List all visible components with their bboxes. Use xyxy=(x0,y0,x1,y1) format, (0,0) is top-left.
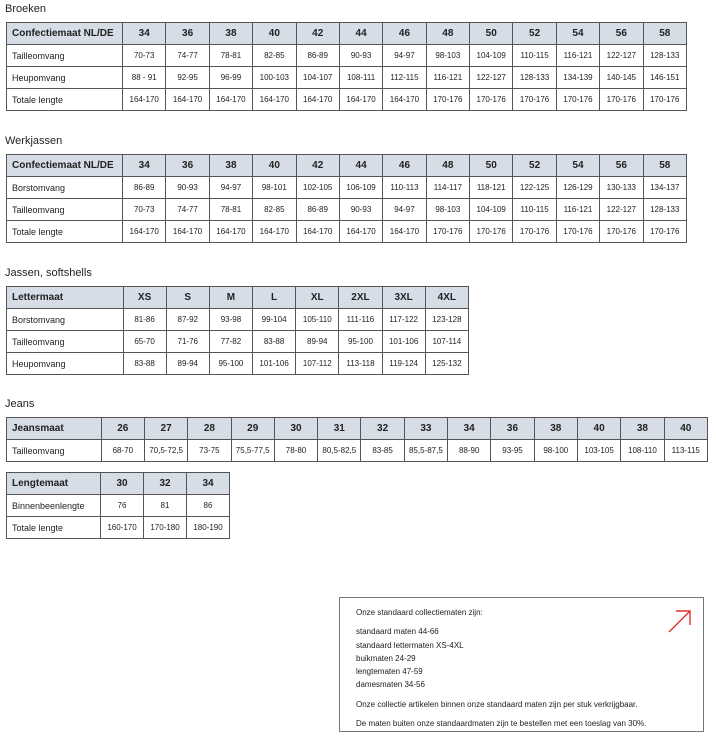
size-value-cell: 107-114 xyxy=(425,331,468,353)
jeans-size-table xyxy=(6,417,708,462)
size-value-cell: 81-86 xyxy=(123,309,166,331)
section-title-werkjassen: Werkjassen xyxy=(5,135,63,147)
header-corner-cell: Jeansmaat xyxy=(7,418,102,440)
size-value-cell: 87-92 xyxy=(166,309,209,331)
size-value-cell: 89-94 xyxy=(296,331,339,353)
size-header-cell: 56 xyxy=(600,23,643,45)
note-line: standaard lettermaten XS-4XL xyxy=(356,640,464,650)
size-value-cell: 89-94 xyxy=(166,353,209,375)
row-label-cell: Tailleomvang xyxy=(7,440,102,462)
size-value-cell: 70-73 xyxy=(123,199,166,221)
section-title-jassen: Jassen, softshells xyxy=(5,267,92,279)
size-value-cell: 126-129 xyxy=(556,177,599,199)
size-value-cell: 94-97 xyxy=(383,199,426,221)
size-value-cell: 106-109 xyxy=(339,177,382,199)
table-row xyxy=(7,177,687,199)
size-value-cell: 90-93 xyxy=(339,45,382,67)
size-header-cell: 42 xyxy=(296,155,339,177)
size-value-cell: 93-95 xyxy=(491,440,534,462)
note-line: lengtematen 47-59 xyxy=(356,667,423,677)
size-header-cell: 40 xyxy=(577,418,620,440)
size-value-cell: 77-82 xyxy=(209,331,252,353)
size-value-cell: 164-170 xyxy=(383,89,426,111)
size-value-cell: 78-81 xyxy=(209,45,252,67)
size-value-cell: 81 xyxy=(144,495,187,517)
size-value-cell: 80,5-82,5 xyxy=(318,440,361,462)
table-row xyxy=(7,67,687,89)
size-value-cell: 78-81 xyxy=(209,199,252,221)
size-header-cell: 31 xyxy=(318,418,361,440)
table-row xyxy=(7,309,469,331)
size-value-cell: 83-88 xyxy=(253,331,296,353)
size-value-cell: 164-170 xyxy=(339,89,382,111)
size-value-cell: 102-105 xyxy=(296,177,339,199)
size-value-cell: 86 xyxy=(187,495,230,517)
size-header-cell: XL xyxy=(296,287,339,309)
size-header-cell: 3XL xyxy=(382,287,425,309)
size-value-cell: 134-139 xyxy=(556,67,599,89)
row-label-cell: Totale lengte xyxy=(7,89,123,111)
size-header-cell: 56 xyxy=(600,155,643,177)
size-header-cell: 34 xyxy=(448,418,491,440)
size-value-cell: 170-180 xyxy=(144,517,187,539)
size-value-cell: 101-106 xyxy=(253,353,296,375)
size-value-cell: 113-118 xyxy=(339,353,382,375)
size-value-cell: 108-110 xyxy=(621,440,664,462)
size-value-cell: 164-170 xyxy=(296,221,339,243)
size-value-cell: 110-115 xyxy=(513,45,556,67)
collection-note-box xyxy=(339,597,704,732)
size-value-cell: 170-176 xyxy=(470,89,513,111)
size-value-cell: 65-70 xyxy=(123,331,166,353)
size-header-cell: M xyxy=(209,287,252,309)
size-value-cell: 103-105 xyxy=(577,440,620,462)
note-line: damesmaten 34-56 xyxy=(356,680,425,690)
size-value-cell: 70,5-72,5 xyxy=(144,440,187,462)
lengtemaat-size-table xyxy=(6,472,230,539)
table-row xyxy=(7,495,230,517)
size-header-cell: XS xyxy=(123,287,166,309)
header-corner-cell: Lengtemaat xyxy=(7,473,101,495)
size-header-cell: 36 xyxy=(166,155,209,177)
size-value-cell: 123-128 xyxy=(425,309,468,331)
size-value-cell: 86-89 xyxy=(296,199,339,221)
size-header-cell: 34 xyxy=(123,155,166,177)
size-value-cell: 130-133 xyxy=(600,177,643,199)
size-value-cell: 70-73 xyxy=(123,45,166,67)
size-value-cell: 122-127 xyxy=(470,67,513,89)
size-value-cell: 88 - 91 xyxy=(123,67,166,89)
size-value-cell: 125-132 xyxy=(425,353,468,375)
size-header-cell: L xyxy=(253,287,296,309)
size-value-cell: 83-85 xyxy=(361,440,404,462)
size-header-cell: 40 xyxy=(253,155,296,177)
size-value-cell: 71-76 xyxy=(166,331,209,353)
size-value-cell: 128-133 xyxy=(513,67,556,89)
size-header-cell: 50 xyxy=(470,155,513,177)
size-value-cell: 164-170 xyxy=(383,221,426,243)
size-header-cell: 32 xyxy=(361,418,404,440)
size-header-cell: 34 xyxy=(187,473,230,495)
size-value-cell: 164-170 xyxy=(166,89,209,111)
size-header-cell: 32 xyxy=(144,473,187,495)
size-header-cell: 36 xyxy=(491,418,534,440)
table-header-row xyxy=(7,473,230,495)
size-value-cell: 100-103 xyxy=(253,67,296,89)
size-value-cell: 164-170 xyxy=(296,89,339,111)
size-header-cell: 28 xyxy=(188,418,231,440)
size-header-cell: 30 xyxy=(274,418,317,440)
size-value-cell: 170-176 xyxy=(643,221,686,243)
size-value-cell: 96-99 xyxy=(209,67,252,89)
size-value-cell: 104-109 xyxy=(470,45,513,67)
size-value-cell: 90-93 xyxy=(339,199,382,221)
size-value-cell: 75,5-77,5 xyxy=(231,440,274,462)
size-value-cell: 170-176 xyxy=(426,89,469,111)
size-value-cell: 170-176 xyxy=(470,221,513,243)
size-header-cell: 44 xyxy=(339,155,382,177)
size-header-cell: 33 xyxy=(404,418,447,440)
size-value-cell: 164-170 xyxy=(209,221,252,243)
size-value-cell: 104-107 xyxy=(296,67,339,89)
table-row xyxy=(7,45,687,67)
size-value-cell: 112-115 xyxy=(383,67,426,89)
size-value-cell: 180-190 xyxy=(187,517,230,539)
size-value-cell: 104-109 xyxy=(470,199,513,221)
size-value-cell: 146-151 xyxy=(643,67,686,89)
size-header-cell: 50 xyxy=(470,23,513,45)
section-title-broeken: Broeken xyxy=(5,3,46,15)
size-value-cell: 110-113 xyxy=(383,177,426,199)
size-value-cell: 85,5-87,5 xyxy=(404,440,447,462)
size-header-cell: 38 xyxy=(209,155,252,177)
size-value-cell: 78-80 xyxy=(274,440,317,462)
size-value-cell: 88-90 xyxy=(448,440,491,462)
row-label-cell: Tailleomvang xyxy=(7,45,123,67)
size-header-cell: 27 xyxy=(144,418,187,440)
row-label-cell: Binnenbeenlengte xyxy=(7,495,101,517)
size-value-cell: 170-176 xyxy=(556,221,599,243)
size-value-cell: 93-98 xyxy=(209,309,252,331)
size-header-cell: 54 xyxy=(556,155,599,177)
size-value-cell: 140-145 xyxy=(600,67,643,89)
size-header-cell: 58 xyxy=(643,23,686,45)
size-value-cell: 90-93 xyxy=(166,177,209,199)
size-value-cell: 74-77 xyxy=(166,199,209,221)
size-value-cell: 170-176 xyxy=(600,221,643,243)
size-value-cell: 170-176 xyxy=(513,89,556,111)
section-title-jeans: Jeans xyxy=(5,398,35,410)
size-value-cell: 128-133 xyxy=(643,199,686,221)
table-row xyxy=(7,517,230,539)
row-label-cell: Borstomvang xyxy=(7,309,124,331)
size-value-cell: 118-121 xyxy=(470,177,513,199)
table-header-row xyxy=(7,287,469,309)
size-value-cell: 86-89 xyxy=(123,177,166,199)
table-row xyxy=(7,440,708,462)
jassen-size-table xyxy=(6,286,469,375)
table-header-row xyxy=(7,23,687,45)
size-value-cell: 98-103 xyxy=(426,45,469,67)
note-intro: Onze standaard collectiematen zijn: xyxy=(356,608,483,617)
table-row xyxy=(7,89,687,111)
size-value-cell: 170-176 xyxy=(600,89,643,111)
size-value-cell: 164-170 xyxy=(209,89,252,111)
size-value-cell: 86-89 xyxy=(296,45,339,67)
size-value-cell: 128-133 xyxy=(643,45,686,67)
size-value-cell: 99-104 xyxy=(253,309,296,331)
row-label-cell: Tailleomvang xyxy=(7,331,124,353)
size-value-cell: 122-127 xyxy=(600,199,643,221)
size-header-cell: 4XL xyxy=(425,287,468,309)
size-value-cell: 111-116 xyxy=(339,309,382,331)
size-header-cell: 52 xyxy=(513,23,556,45)
note-line: standaard maten 44-66 xyxy=(356,627,439,637)
size-header-cell: 38 xyxy=(621,418,664,440)
size-value-cell: 108-111 xyxy=(339,67,382,89)
size-value-cell: 92-95 xyxy=(166,67,209,89)
size-value-cell: 98-101 xyxy=(253,177,296,199)
row-label-cell: Totale lengte xyxy=(7,517,101,539)
note-paragraph-per-piece: Onze collectie artikelen binnen onze standaard maten zijn per stuk verkrijgbaar. xyxy=(356,699,638,709)
note-size-list xyxy=(356,625,687,691)
size-header-cell: 38 xyxy=(209,23,252,45)
size-value-cell: 113-115 xyxy=(664,440,707,462)
table-row xyxy=(7,199,687,221)
size-value-cell: 160-170 xyxy=(101,517,144,539)
row-label-cell: Heupomvang xyxy=(7,67,123,89)
size-header-cell: 46 xyxy=(383,155,426,177)
row-label-cell: Tailleomvang xyxy=(7,199,123,221)
size-value-cell: 114-117 xyxy=(426,177,469,199)
size-header-cell: 40 xyxy=(253,23,296,45)
size-value-cell: 101-106 xyxy=(382,331,425,353)
size-value-cell: 98-100 xyxy=(534,440,577,462)
size-header-cell: 48 xyxy=(426,155,469,177)
size-value-cell: 83-88 xyxy=(123,353,166,375)
size-header-cell: 42 xyxy=(296,23,339,45)
size-header-cell: 58 xyxy=(643,155,686,177)
size-header-cell: 34 xyxy=(123,23,166,45)
size-value-cell: 95-100 xyxy=(209,353,252,375)
werkjassen-size-table xyxy=(6,154,687,243)
size-value-cell: 164-170 xyxy=(166,221,209,243)
note-line: buikmaten 24-29 xyxy=(356,653,416,663)
size-header-cell: 46 xyxy=(383,23,426,45)
size-value-cell: 116-121 xyxy=(426,67,469,89)
size-value-cell: 164-170 xyxy=(253,89,296,111)
size-value-cell: 74-77 xyxy=(166,45,209,67)
size-value-cell: 116-121 xyxy=(556,199,599,221)
size-value-cell: 98-103 xyxy=(426,199,469,221)
table-header-row xyxy=(7,418,708,440)
size-header-cell: 54 xyxy=(556,23,599,45)
size-header-cell: 48 xyxy=(426,23,469,45)
table-row xyxy=(7,331,469,353)
size-value-cell: 164-170 xyxy=(253,221,296,243)
size-value-cell: 68-70 xyxy=(101,440,144,462)
size-value-cell: 107-112 xyxy=(296,353,339,375)
row-label-cell: Totale lengte xyxy=(7,221,123,243)
size-value-cell: 170-176 xyxy=(643,89,686,111)
size-value-cell: 117-122 xyxy=(382,309,425,331)
size-value-cell: 119-124 xyxy=(382,353,425,375)
arrow-up-right-icon xyxy=(667,608,693,634)
table-row xyxy=(7,353,469,375)
size-header-cell: 52 xyxy=(513,155,556,177)
size-header-cell: 40 xyxy=(664,418,707,440)
size-value-cell: 164-170 xyxy=(123,89,166,111)
size-value-cell: 105-110 xyxy=(296,309,339,331)
size-header-cell: 36 xyxy=(166,23,209,45)
table-row xyxy=(7,221,687,243)
row-label-cell: Heupomvang xyxy=(7,353,124,375)
size-value-cell: 164-170 xyxy=(339,221,382,243)
size-value-cell: 116-121 xyxy=(556,45,599,67)
table-header-row xyxy=(7,155,687,177)
header-corner-cell: Lettermaat xyxy=(7,287,124,309)
row-label-cell: Borstomvang xyxy=(7,177,123,199)
size-value-cell: 76 xyxy=(101,495,144,517)
size-header-cell: 38 xyxy=(534,418,577,440)
size-value-cell: 134-137 xyxy=(643,177,686,199)
header-corner-cell: Confectiemaat NL/DE xyxy=(7,23,123,45)
size-value-cell: 73-75 xyxy=(188,440,231,462)
size-header-cell: 26 xyxy=(101,418,144,440)
size-value-cell: 122-127 xyxy=(600,45,643,67)
size-value-cell: 122-125 xyxy=(513,177,556,199)
size-value-cell: 170-176 xyxy=(513,221,556,243)
header-corner-cell: Confectiemaat NL/DE xyxy=(7,155,123,177)
size-value-cell: 164-170 xyxy=(123,221,166,243)
size-value-cell: 170-176 xyxy=(556,89,599,111)
note-paragraph-surcharge: De maten buiten onze standaardmaten zijn te bestellen met een toeslag van 30%. xyxy=(356,719,647,729)
size-header-cell: S xyxy=(166,287,209,309)
size-value-cell: 94-97 xyxy=(383,45,426,67)
size-value-cell: 170-176 xyxy=(426,221,469,243)
size-value-cell: 110-115 xyxy=(513,199,556,221)
size-value-cell: 82-85 xyxy=(253,45,296,67)
size-header-cell: 30 xyxy=(101,473,144,495)
broeken-size-table xyxy=(6,22,687,111)
size-header-cell: 2XL xyxy=(339,287,382,309)
size-value-cell: 94-97 xyxy=(209,177,252,199)
size-header-cell: 29 xyxy=(231,418,274,440)
size-value-cell: 95-100 xyxy=(339,331,382,353)
size-header-cell: 44 xyxy=(339,23,382,45)
size-value-cell: 82-85 xyxy=(253,199,296,221)
